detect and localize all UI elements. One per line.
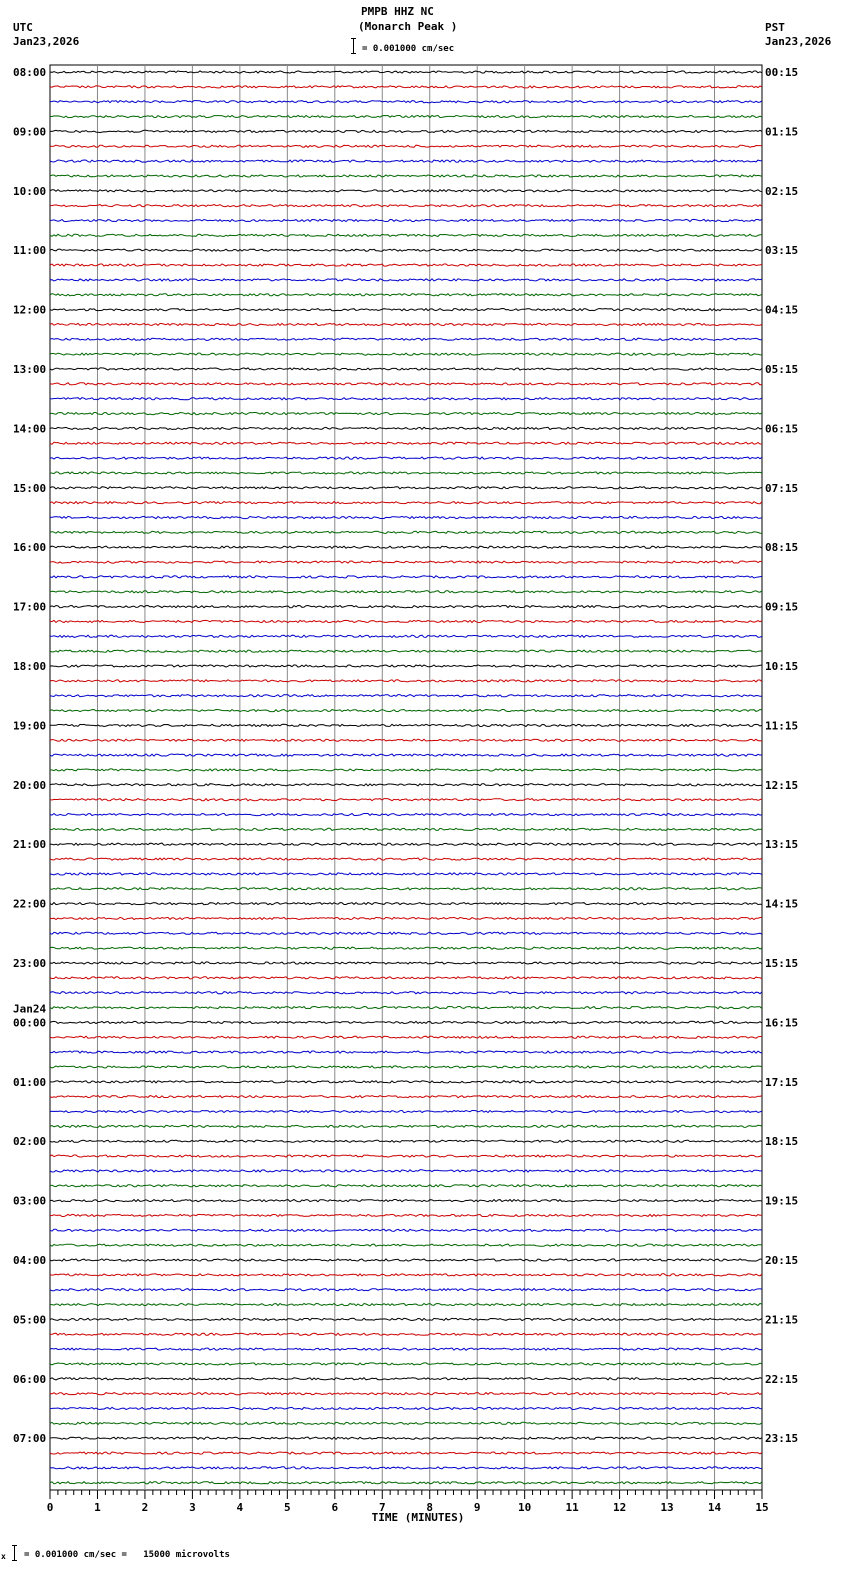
left-time-label: 12:00: [13, 303, 47, 317]
right-time-label: 08:15: [765, 541, 799, 555]
trace-77: [50, 1214, 762, 1216]
trace-41: [50, 680, 762, 682]
trace-58: [50, 932, 762, 934]
left-date-change-label: Jan24: [13, 1002, 47, 1016]
trace-67: [50, 1066, 762, 1068]
trace-25: [50, 442, 762, 444]
trace-20: [50, 368, 762, 370]
trace-37: [50, 620, 762, 622]
trace-55: [50, 888, 762, 890]
x-tick-label: 1: [94, 1501, 101, 1514]
trace-52: [50, 843, 762, 845]
footer-marker: x: [1, 1552, 6, 1561]
trace-33: [50, 561, 762, 563]
trace-6: [50, 160, 762, 162]
trace-11: [50, 234, 762, 236]
traces-group: [50, 71, 762, 1484]
trace-70: [50, 1110, 762, 1112]
trace-71: [50, 1125, 762, 1127]
trace-93: [50, 1452, 762, 1454]
left-time-label: 18:00: [13, 660, 47, 673]
trace-8: [50, 190, 762, 192]
left-date: Jan23,2026: [13, 35, 80, 48]
trace-42: [50, 695, 762, 697]
right-time-label: 19:15: [765, 1194, 799, 1208]
footer-scale-note: = 0.001000 cm/sec = 15000 microvolts: [24, 1550, 230, 1560]
right-date: Jan23,2026: [765, 35, 832, 48]
trace-94: [50, 1467, 762, 1469]
right-time-label: 20:15: [765, 1254, 799, 1267]
x-tick-label: 11: [565, 1501, 579, 1514]
trace-69: [50, 1096, 762, 1098]
left-time-label: 03:00: [13, 1194, 47, 1208]
trace-7: [50, 175, 762, 177]
trace-91: [50, 1422, 762, 1424]
trace-30: [50, 516, 762, 518]
trace-44: [50, 724, 762, 726]
trace-57: [50, 917, 762, 919]
left-time-label: 19:00: [13, 719, 47, 733]
left-time-label: 09:00: [13, 125, 47, 139]
right-time-label: 04:15: [765, 303, 799, 317]
right-time-label: 21:15: [765, 1313, 799, 1327]
x-tick-label: 9: [473, 1501, 481, 1514]
right-time-label: 17:15: [765, 1075, 799, 1089]
left-time-label: 01:00: [13, 1075, 47, 1089]
trace-95: [50, 1482, 762, 1484]
trace-76: [50, 1200, 762, 1202]
right-time-label: 13:15: [765, 838, 799, 852]
x-tick-label: 6: [331, 1501, 339, 1514]
right-time-label: 16:15: [765, 1016, 799, 1030]
x-tick-label: 12: [612, 1501, 627, 1514]
trace-38: [50, 635, 762, 637]
right-time-label: 06:15: [765, 422, 799, 436]
trace-85: [50, 1333, 762, 1335]
trace-40: [50, 665, 762, 667]
trace-10: [50, 219, 762, 221]
trace-73: [50, 1155, 762, 1157]
left-time-label: 14:00: [13, 422, 47, 436]
trace-32: [50, 546, 762, 548]
right-time-label: 02:15: [765, 184, 799, 198]
trace-43: [50, 710, 762, 712]
left-time-label: 16:00: [13, 541, 47, 555]
trace-66: [50, 1051, 762, 1053]
right-time-label: 15:15: [765, 957, 799, 970]
trace-63: [50, 1007, 762, 1009]
trace-87: [50, 1363, 762, 1365]
left-time-label: 21:00: [13, 838, 47, 852]
trace-3: [50, 116, 762, 118]
right-time-label: 03:15: [765, 244, 799, 258]
trace-90: [50, 1407, 762, 1409]
x-tick-label: 10: [518, 1501, 532, 1514]
trace-53: [50, 858, 762, 860]
trace-28: [50, 487, 762, 489]
left-time-label: 15:00: [13, 481, 47, 495]
trace-78: [50, 1229, 762, 1231]
trace-46: [50, 754, 762, 756]
left-time-label: 07:00: [13, 1432, 47, 1446]
scale-label: = 0.001000 cm/sec: [362, 44, 455, 54]
trace-62: [50, 992, 762, 994]
right-time-label: 18:15: [765, 1135, 799, 1149]
x-tick-label: 8: [426, 1501, 434, 1514]
left-time-label: 23:00: [13, 957, 47, 970]
left-time-label: 05:00: [13, 1313, 47, 1327]
left-time-label: 06:00: [13, 1372, 47, 1386]
trace-92: [50, 1437, 762, 1439]
trace-13: [50, 264, 762, 266]
x-tick-label: 5: [284, 1501, 291, 1514]
x-tick-label: 14: [707, 1501, 722, 1514]
trace-59: [50, 947, 762, 949]
trace-19: [50, 353, 762, 355]
trace-26: [50, 457, 762, 459]
trace-36: [50, 606, 762, 608]
x-tick-label: 7: [378, 1501, 386, 1514]
right-time-label: 10:15: [765, 660, 799, 673]
x-tick-label: 13: [660, 1501, 674, 1514]
right-time-label: 14:15: [765, 897, 799, 911]
x-tick-label: 4: [236, 1501, 244, 1514]
right-time-label: 23:15: [765, 1432, 799, 1446]
trace-0: [50, 71, 762, 73]
left-time-label: 04:00: [13, 1254, 47, 1267]
trace-35: [50, 591, 762, 593]
trace-49: [50, 799, 762, 801]
x-tick-label: 0: [46, 1501, 54, 1514]
left-time-label: 10:00: [13, 184, 47, 198]
right-time-label: 07:15: [765, 481, 799, 495]
trace-31: [50, 531, 762, 533]
trace-82: [50, 1289, 762, 1291]
trace-23: [50, 413, 762, 415]
trace-51: [50, 828, 762, 830]
trace-88: [50, 1378, 762, 1380]
right-time-label: 09:15: [765, 600, 799, 614]
trace-16: [50, 309, 762, 311]
trace-45: [50, 739, 762, 741]
right-timezone: PST: [765, 21, 785, 34]
trace-86: [50, 1348, 762, 1350]
trace-60: [50, 962, 762, 964]
trace-4: [50, 130, 762, 132]
trace-22: [50, 398, 762, 400]
station-title: PMPB HHZ NC: [361, 5, 434, 18]
trace-18: [50, 338, 762, 340]
left-time-label: 13:00: [13, 363, 47, 376]
x-tick-label: 3: [189, 1501, 196, 1514]
trace-74: [50, 1170, 762, 1172]
left-time-label: 17:00: [13, 600, 47, 614]
x-axis-label: TIME (MINUTES): [371, 1511, 465, 1524]
trace-81: [50, 1274, 762, 1276]
trace-48: [50, 784, 762, 786]
trace-79: [50, 1244, 762, 1246]
trace-17: [50, 323, 762, 325]
trace-64: [50, 1021, 762, 1023]
trace-39: [50, 650, 762, 652]
trace-56: [50, 903, 762, 905]
left-time-label: 02:00: [13, 1135, 47, 1149]
left-time-label: 00:00: [13, 1016, 47, 1030]
trace-27: [50, 472, 762, 474]
right-time-label: 01:15: [765, 125, 799, 139]
right-time-label: 11:15: [765, 719, 799, 733]
trace-84: [50, 1318, 762, 1320]
station-location: (Monarch Peak ): [358, 20, 458, 33]
trace-65: [50, 1036, 762, 1038]
footer-scale-icon: [12, 1545, 17, 1561]
right-time-label: 12:15: [765, 778, 799, 792]
trace-2: [50, 101, 762, 103]
trace-72: [50, 1140, 762, 1142]
trace-9: [50, 205, 762, 207]
right-time-label: 22:15: [765, 1372, 799, 1386]
trace-34: [50, 576, 762, 578]
right-time-label: 00:15: [765, 66, 799, 79]
trace-61: [50, 977, 762, 979]
trace-83: [50, 1304, 762, 1306]
left-timezone: UTC: [13, 21, 33, 34]
trace-5: [50, 145, 762, 147]
trace-21: [50, 383, 762, 385]
trace-12: [50, 249, 762, 251]
trace-1: [50, 86, 762, 88]
x-tick-label: 2: [141, 1501, 149, 1514]
plot-frame: [50, 65, 762, 1490]
trace-54: [50, 873, 762, 875]
x-tick-label: 15: [755, 1501, 769, 1514]
trace-50: [50, 813, 762, 815]
right-time-label: 05:15: [765, 363, 799, 376]
trace-68: [50, 1081, 762, 1083]
left-time-label: 20:00: [13, 778, 47, 792]
trace-89: [50, 1393, 762, 1395]
trace-24: [50, 427, 762, 429]
trace-14: [50, 279, 762, 281]
trace-80: [50, 1259, 762, 1261]
trace-29: [50, 502, 762, 504]
trace-47: [50, 769, 762, 771]
left-time-label: 08:00: [13, 66, 47, 79]
left-time-label: 22:00: [13, 897, 47, 911]
left-time-label: 11:00: [13, 244, 47, 258]
trace-15: [50, 294, 762, 296]
trace-75: [50, 1185, 762, 1187]
